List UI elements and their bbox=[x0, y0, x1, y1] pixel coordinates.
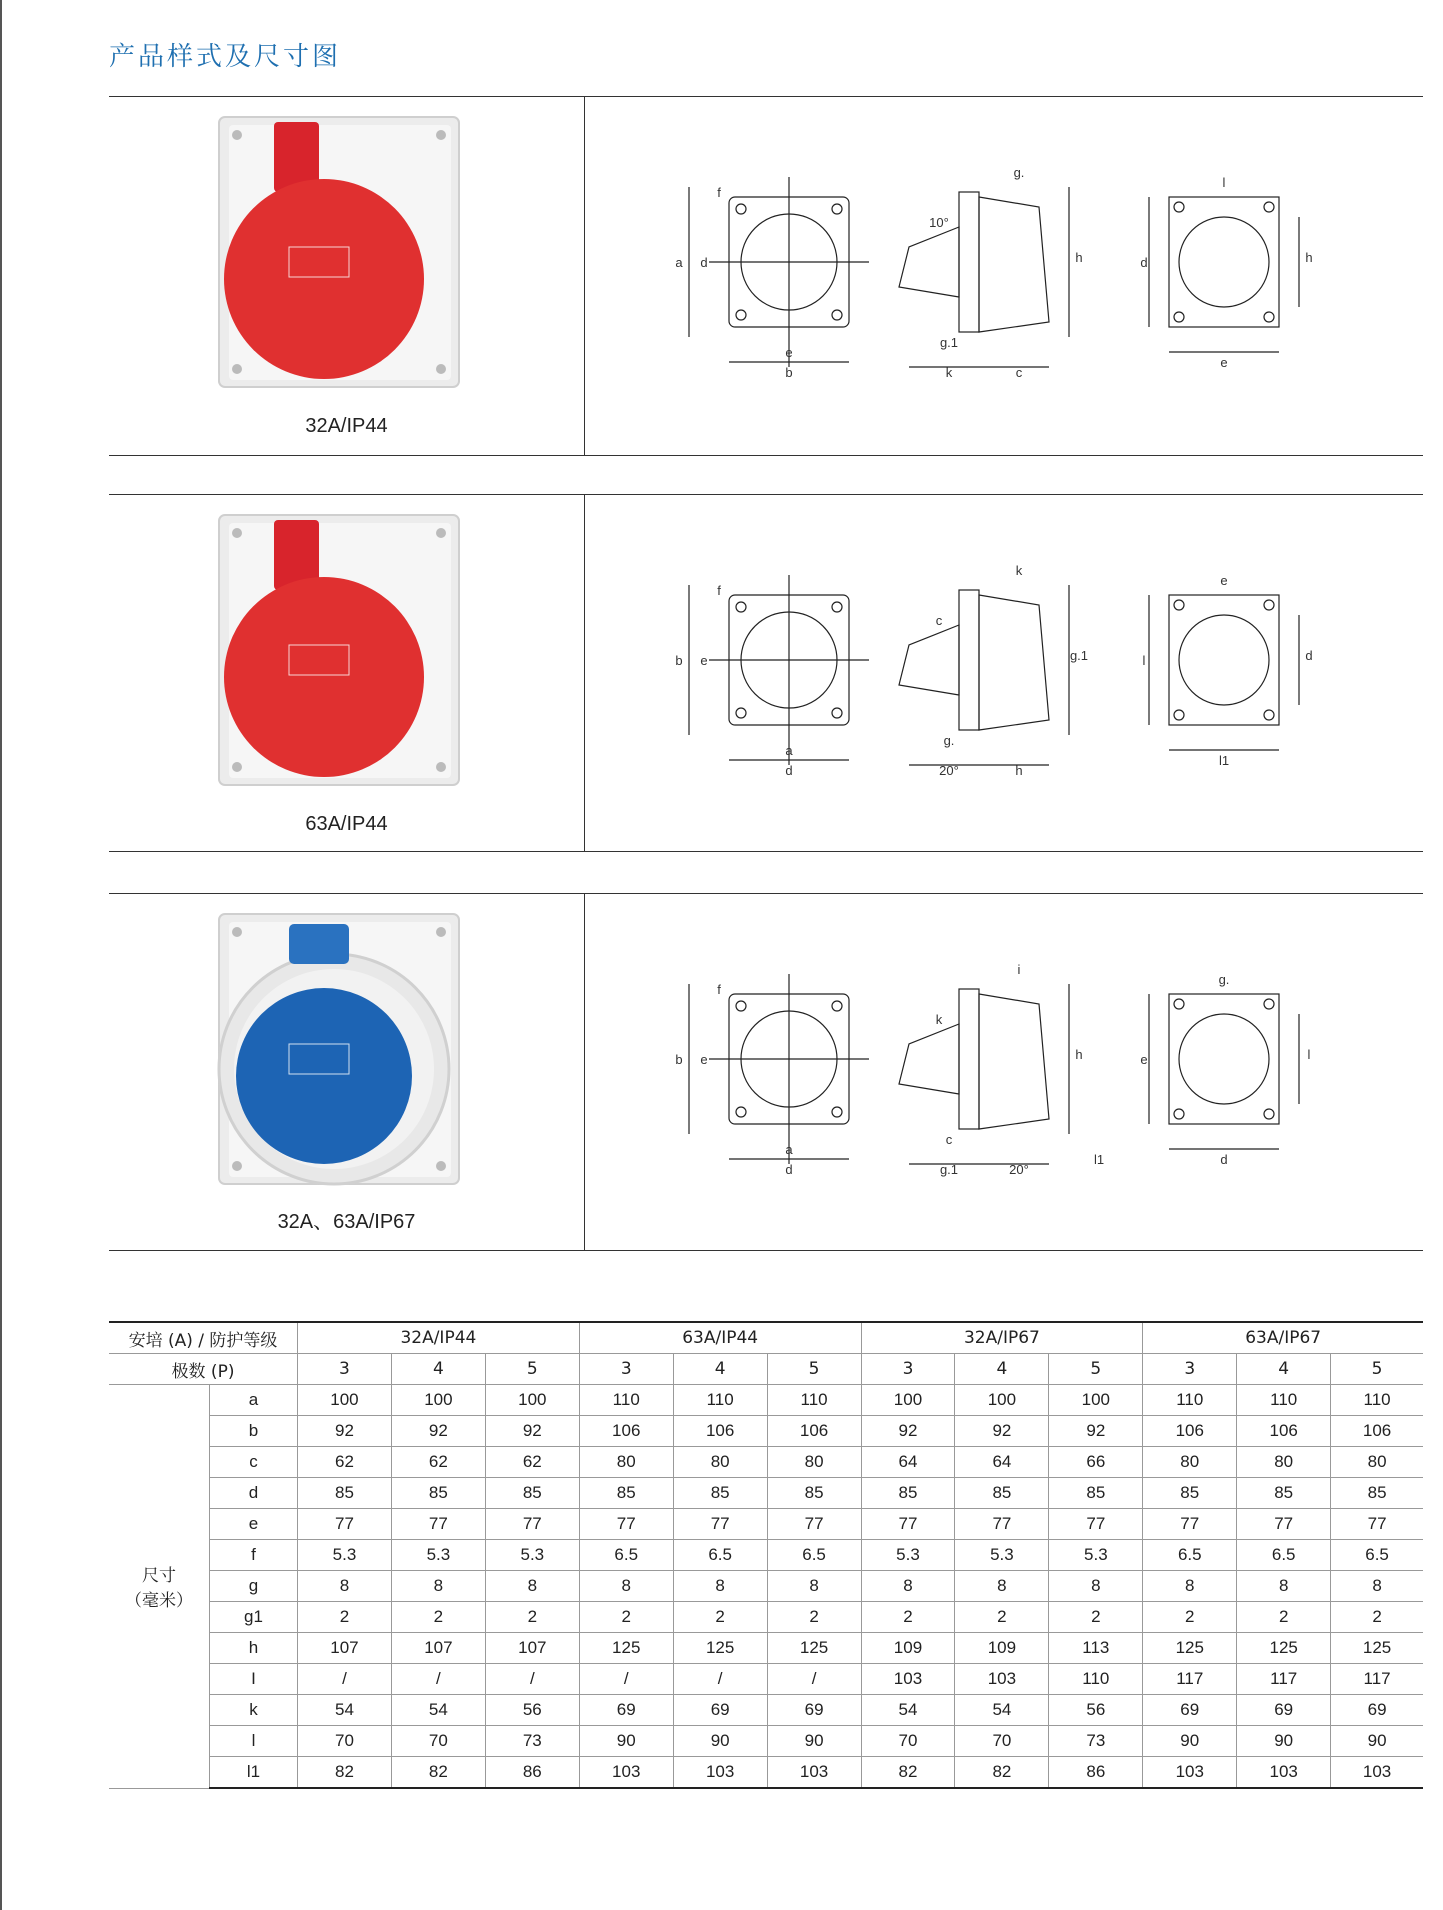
table-cell: / bbox=[767, 1664, 861, 1695]
pole-count: 4 bbox=[955, 1354, 1049, 1385]
dimension-label: h bbox=[1305, 250, 1313, 265]
table-cell: 62 bbox=[391, 1447, 485, 1478]
dimension-label: k bbox=[945, 365, 953, 380]
table-cell: 6.5 bbox=[673, 1540, 767, 1571]
dimension-label: l bbox=[1142, 653, 1146, 668]
dimension-label: a bbox=[675, 255, 683, 270]
page-edge bbox=[0, 0, 2, 1910]
table-cell: 77 bbox=[673, 1509, 767, 1540]
dimension-label: i bbox=[1017, 962, 1021, 977]
table-cell: 100 bbox=[485, 1385, 579, 1416]
dimension-label: l bbox=[1222, 175, 1226, 190]
table-cell: 85 bbox=[861, 1478, 955, 1509]
dimension-label: c bbox=[935, 613, 943, 628]
table-cell: 69 bbox=[579, 1695, 673, 1726]
table-cell: 92 bbox=[955, 1416, 1049, 1447]
table-cell: / bbox=[673, 1664, 767, 1695]
row-key: e bbox=[210, 1509, 298, 1540]
table-cell: 54 bbox=[298, 1695, 392, 1726]
table-cell: 6.5 bbox=[579, 1540, 673, 1571]
table-cell: 6.5 bbox=[1143, 1540, 1237, 1571]
table-cell: 77 bbox=[767, 1509, 861, 1540]
table-cell: 125 bbox=[1237, 1633, 1331, 1664]
dimension-label: k bbox=[935, 1012, 943, 1027]
table-cell: 8 bbox=[1143, 1571, 1237, 1602]
dimension-label: g. bbox=[943, 733, 955, 748]
table-cell: 109 bbox=[955, 1633, 1049, 1664]
table-cell: 106 bbox=[1237, 1416, 1331, 1447]
table-cell: 107 bbox=[391, 1633, 485, 1664]
product-photo bbox=[179, 107, 519, 407]
table-cell: 5.3 bbox=[298, 1540, 392, 1571]
table-cell: 2 bbox=[861, 1602, 955, 1633]
table-cell: 103 bbox=[673, 1757, 767, 1789]
row-key: k bbox=[210, 1695, 298, 1726]
dim-label-1: 尺寸 bbox=[142, 1566, 176, 1586]
table-cell: 125 bbox=[767, 1633, 861, 1664]
table-cell: 62 bbox=[485, 1447, 579, 1478]
table-row bbox=[109, 1602, 1423, 1633]
table-cell: 80 bbox=[1331, 1447, 1423, 1478]
dimension-drawing bbox=[649, 137, 1389, 397]
dimension-label: l1 bbox=[1093, 1152, 1105, 1167]
table-cell: 77 bbox=[955, 1509, 1049, 1540]
table-row bbox=[109, 1726, 1423, 1757]
table-cell: 5.3 bbox=[1049, 1540, 1143, 1571]
row-key: b bbox=[210, 1416, 298, 1447]
dimension-label: b bbox=[785, 365, 793, 380]
table-cell: 113 bbox=[1049, 1633, 1143, 1664]
row-key: l1 bbox=[210, 1757, 298, 1789]
pole-count: 4 bbox=[1237, 1354, 1331, 1385]
row-key: a bbox=[210, 1385, 298, 1416]
table-cell: 90 bbox=[1237, 1726, 1331, 1757]
table-row bbox=[109, 1664, 1423, 1695]
table-cell: 100 bbox=[955, 1385, 1049, 1416]
row-key: g1 bbox=[210, 1602, 298, 1633]
table-cell: 82 bbox=[391, 1757, 485, 1789]
section-divider bbox=[584, 97, 585, 455]
table-cell: 73 bbox=[485, 1726, 579, 1757]
table-cell: 103 bbox=[1331, 1757, 1423, 1789]
table-cell: / bbox=[298, 1664, 392, 1695]
table-row bbox=[109, 1509, 1423, 1540]
table-cell: 82 bbox=[955, 1757, 1049, 1789]
table-cell: 6.5 bbox=[1237, 1540, 1331, 1571]
table-cell: 85 bbox=[579, 1478, 673, 1509]
dimension-label: d bbox=[1220, 1152, 1228, 1167]
dimension-label: 20° bbox=[1009, 1162, 1029, 1177]
product-caption: 32A/IP44 bbox=[305, 415, 388, 437]
dimension-drawing bbox=[649, 934, 1389, 1194]
table-cell: 103 bbox=[767, 1757, 861, 1789]
table-cell: 110 bbox=[1143, 1385, 1237, 1416]
table-cell: 8 bbox=[1049, 1571, 1143, 1602]
table-cell: 2 bbox=[955, 1602, 1049, 1633]
table-cell: 2 bbox=[1143, 1602, 1237, 1633]
product-section-3 bbox=[109, 893, 1423, 1251]
table-header-row bbox=[109, 1322, 1423, 1354]
table-cell: 125 bbox=[673, 1633, 767, 1664]
dimension-label: l1 bbox=[1218, 753, 1230, 768]
table-cell: 90 bbox=[579, 1726, 673, 1757]
table-cell: 77 bbox=[1049, 1509, 1143, 1540]
table-cell: / bbox=[579, 1664, 673, 1695]
table-cell: 110 bbox=[1237, 1385, 1331, 1416]
table-cell: 80 bbox=[1237, 1447, 1331, 1478]
dimension-label: h bbox=[1075, 250, 1083, 265]
table-cell: 8 bbox=[1237, 1571, 1331, 1602]
table-cell: 100 bbox=[391, 1385, 485, 1416]
table-cell: 92 bbox=[1049, 1416, 1143, 1447]
table-cell: 69 bbox=[1143, 1695, 1237, 1726]
table-cell: 109 bbox=[861, 1633, 955, 1664]
dimension-label: f bbox=[717, 583, 721, 598]
pole-count: 3 bbox=[579, 1354, 673, 1385]
table-cell: 77 bbox=[391, 1509, 485, 1540]
table-cell: 82 bbox=[298, 1757, 392, 1789]
table-cell: 85 bbox=[1331, 1478, 1423, 1509]
table-cell: 92 bbox=[861, 1416, 955, 1447]
table-cell: 117 bbox=[1143, 1664, 1237, 1695]
table-cell: 8 bbox=[298, 1571, 392, 1602]
dimension-label: d bbox=[1140, 255, 1148, 270]
table-cell: 8 bbox=[391, 1571, 485, 1602]
dimension-label: c bbox=[945, 1132, 953, 1147]
table-cell: 6.5 bbox=[767, 1540, 861, 1571]
table-cell: 8 bbox=[1331, 1571, 1423, 1602]
table-row bbox=[109, 1571, 1423, 1602]
dimension-label: e bbox=[1140, 1052, 1148, 1067]
table-cell: 103 bbox=[955, 1664, 1049, 1695]
product-photo bbox=[179, 505, 519, 805]
table-cell: 73 bbox=[1049, 1726, 1143, 1757]
table-cell: 90 bbox=[673, 1726, 767, 1757]
dimension-drawing bbox=[649, 535, 1389, 795]
table-cell: 77 bbox=[861, 1509, 955, 1540]
dimension-label: f bbox=[717, 982, 721, 997]
table-cell: 110 bbox=[1049, 1664, 1143, 1695]
table-cell: 5.3 bbox=[861, 1540, 955, 1571]
table-cell: 54 bbox=[391, 1695, 485, 1726]
table-cell: 2 bbox=[767, 1602, 861, 1633]
table-cell: 5.3 bbox=[485, 1540, 579, 1571]
table-cell: 56 bbox=[485, 1695, 579, 1726]
dimension-label: 20° bbox=[939, 763, 959, 778]
table-cell: 100 bbox=[298, 1385, 392, 1416]
table-cell: 6.5 bbox=[1331, 1540, 1423, 1571]
dimension-label: d bbox=[785, 1162, 793, 1177]
pole-count: 5 bbox=[767, 1354, 861, 1385]
table-cell: 110 bbox=[1331, 1385, 1423, 1416]
table-cell: 80 bbox=[579, 1447, 673, 1478]
table-cell: 92 bbox=[485, 1416, 579, 1447]
product-photo bbox=[179, 904, 519, 1204]
pole-count: 3 bbox=[1143, 1354, 1237, 1385]
table-cell: 2 bbox=[485, 1602, 579, 1633]
product-caption: 32A、63A/IP67 bbox=[277, 1211, 416, 1233]
table-cell: 106 bbox=[579, 1416, 673, 1447]
table-cell: 106 bbox=[767, 1416, 861, 1447]
table-cell: 107 bbox=[298, 1633, 392, 1664]
table-cell: 8 bbox=[485, 1571, 579, 1602]
table-cell: 2 bbox=[1049, 1602, 1143, 1633]
pole-count: 3 bbox=[861, 1354, 955, 1385]
table-cell: 90 bbox=[1143, 1726, 1237, 1757]
pole-count: 5 bbox=[1331, 1354, 1423, 1385]
table-row bbox=[109, 1540, 1423, 1571]
table-cell: 80 bbox=[1143, 1447, 1237, 1478]
table-cell: 54 bbox=[955, 1695, 1049, 1726]
table-row bbox=[109, 1416, 1423, 1447]
table-cell: 92 bbox=[298, 1416, 392, 1447]
page-title: 产品样式及尺寸图 bbox=[109, 42, 342, 72]
row-key: c bbox=[210, 1447, 298, 1478]
dimension-label: e bbox=[700, 653, 708, 668]
table-cell: 77 bbox=[1143, 1509, 1237, 1540]
table-cell: 85 bbox=[767, 1478, 861, 1509]
row-key: I bbox=[210, 1664, 298, 1695]
table-cell: 77 bbox=[1331, 1509, 1423, 1540]
dimension-label: g. bbox=[1013, 165, 1025, 180]
table-cell: 70 bbox=[955, 1726, 1049, 1757]
poles-label: 极数 (P) bbox=[109, 1354, 298, 1385]
section-divider bbox=[584, 495, 585, 851]
table-cell: 85 bbox=[391, 1478, 485, 1509]
table-cell: 77 bbox=[579, 1509, 673, 1540]
table-cell: 85 bbox=[1237, 1478, 1331, 1509]
dimension-label: d bbox=[700, 255, 708, 270]
table-cell: 69 bbox=[1331, 1695, 1423, 1726]
row-key: d bbox=[210, 1478, 298, 1509]
table-cell: 85 bbox=[298, 1478, 392, 1509]
dimension-label: a bbox=[785, 1142, 793, 1157]
table-cell: 8 bbox=[767, 1571, 861, 1602]
table-cell: 2 bbox=[1237, 1602, 1331, 1633]
dimension-group-label bbox=[109, 1385, 210, 1789]
table-cell: 2 bbox=[673, 1602, 767, 1633]
group-header: 63A/IP44 bbox=[579, 1322, 861, 1354]
table-cell: 77 bbox=[485, 1509, 579, 1540]
table-cell: 8 bbox=[955, 1571, 1049, 1602]
dimension-label: b bbox=[675, 653, 683, 668]
table-cell: 62 bbox=[298, 1447, 392, 1478]
table-cell: 106 bbox=[1331, 1416, 1423, 1447]
dim-label-2: （毫米） bbox=[125, 1591, 193, 1611]
row-key: h bbox=[210, 1633, 298, 1664]
table-row bbox=[109, 1695, 1423, 1726]
dimension-label: g. bbox=[1218, 972, 1230, 987]
table-cell: 85 bbox=[1049, 1478, 1143, 1509]
table-row bbox=[109, 1385, 1423, 1416]
dimension-label: 10° bbox=[929, 215, 949, 230]
dimension-label: e bbox=[700, 1052, 708, 1067]
table-cell: 70 bbox=[861, 1726, 955, 1757]
table-cell: 2 bbox=[1331, 1602, 1423, 1633]
pole-count: 4 bbox=[391, 1354, 485, 1385]
dimension-label: h bbox=[1075, 1047, 1083, 1062]
group-header: 32A/IP44 bbox=[298, 1322, 580, 1354]
table-cell: 80 bbox=[767, 1447, 861, 1478]
dimension-label: d bbox=[1305, 648, 1313, 663]
table-cell: 85 bbox=[955, 1478, 1049, 1509]
table-cell: 64 bbox=[955, 1447, 1049, 1478]
table-cell: 77 bbox=[1237, 1509, 1331, 1540]
table-cell: 117 bbox=[1237, 1664, 1331, 1695]
table-cell: 77 bbox=[298, 1509, 392, 1540]
table-cell: 103 bbox=[1237, 1757, 1331, 1789]
table-cell: 106 bbox=[673, 1416, 767, 1447]
dimension-label: g.1 bbox=[939, 1162, 959, 1177]
section-divider bbox=[584, 894, 585, 1250]
table-cell: 100 bbox=[1049, 1385, 1143, 1416]
table-cell: 125 bbox=[1331, 1633, 1423, 1664]
table-cell: 86 bbox=[1049, 1757, 1143, 1789]
dimension-label: c bbox=[1015, 365, 1023, 380]
table-cell: 103 bbox=[579, 1757, 673, 1789]
table-cell: 125 bbox=[579, 1633, 673, 1664]
pole-count: 5 bbox=[485, 1354, 579, 1385]
dimension-label: e bbox=[1220, 355, 1228, 370]
table-cell: 110 bbox=[767, 1385, 861, 1416]
table-cell: 70 bbox=[391, 1726, 485, 1757]
pole-count: 3 bbox=[298, 1354, 392, 1385]
dimension-label: g.1 bbox=[1069, 648, 1089, 663]
table-cell: 106 bbox=[1143, 1416, 1237, 1447]
table-cell: 56 bbox=[1049, 1695, 1143, 1726]
dimension-label: a bbox=[785, 743, 793, 758]
dimension-label: e bbox=[1220, 573, 1228, 588]
table-cell: 107 bbox=[485, 1633, 579, 1664]
table-cell: 85 bbox=[485, 1478, 579, 1509]
table-cell: 2 bbox=[579, 1602, 673, 1633]
table-cell: 82 bbox=[861, 1757, 955, 1789]
table-cell: 92 bbox=[391, 1416, 485, 1447]
product-section-1 bbox=[109, 96, 1423, 456]
table-cell: 85 bbox=[1143, 1478, 1237, 1509]
table-cell: 110 bbox=[579, 1385, 673, 1416]
table-cell: 64 bbox=[861, 1447, 955, 1478]
table-row bbox=[109, 1478, 1423, 1509]
table-cell: / bbox=[485, 1664, 579, 1695]
table-cell: 103 bbox=[1143, 1757, 1237, 1789]
table-cell: 5.3 bbox=[955, 1540, 1049, 1571]
table-cell: 8 bbox=[861, 1571, 955, 1602]
table-poles-row bbox=[109, 1354, 1423, 1385]
table-cell: 117 bbox=[1331, 1664, 1423, 1695]
dimension-label: d bbox=[785, 763, 793, 778]
dimension-label: h bbox=[1015, 763, 1023, 778]
table-cell: 69 bbox=[1237, 1695, 1331, 1726]
table-cell: 125 bbox=[1143, 1633, 1237, 1664]
table-cell: 2 bbox=[298, 1602, 392, 1633]
table-cell: 80 bbox=[673, 1447, 767, 1478]
table-row bbox=[109, 1757, 1423, 1789]
table-cell: 86 bbox=[485, 1757, 579, 1789]
dimension-label: l bbox=[1307, 1047, 1311, 1062]
header-label: 安培 (A) / 防护等级 bbox=[109, 1322, 298, 1354]
table-cell: 69 bbox=[767, 1695, 861, 1726]
group-header: 63A/IP67 bbox=[1143, 1322, 1423, 1354]
table-cell: 70 bbox=[298, 1726, 392, 1757]
row-key: f bbox=[210, 1540, 298, 1571]
table-cell: 90 bbox=[1331, 1726, 1423, 1757]
table-cell: 8 bbox=[579, 1571, 673, 1602]
table-cell: 5.3 bbox=[391, 1540, 485, 1571]
row-key: g bbox=[210, 1571, 298, 1602]
dimension-label: f bbox=[717, 185, 721, 200]
table-row bbox=[109, 1447, 1423, 1478]
table-cell: 8 bbox=[673, 1571, 767, 1602]
table-cell: 85 bbox=[673, 1478, 767, 1509]
pole-count: 4 bbox=[673, 1354, 767, 1385]
dimension-table bbox=[109, 1321, 1423, 1789]
group-header: 32A/IP67 bbox=[861, 1322, 1143, 1354]
table-cell: / bbox=[391, 1664, 485, 1695]
product-section-2 bbox=[109, 494, 1423, 852]
table-cell: 100 bbox=[861, 1385, 955, 1416]
table-cell: 2 bbox=[391, 1602, 485, 1633]
product-caption: 63A/IP44 bbox=[305, 813, 388, 835]
table-cell: 69 bbox=[673, 1695, 767, 1726]
dimension-label: g.1 bbox=[939, 335, 959, 350]
dimension-label: k bbox=[1015, 563, 1023, 578]
table-cell: 103 bbox=[861, 1664, 955, 1695]
table-row bbox=[109, 1633, 1423, 1664]
pole-count: 5 bbox=[1049, 1354, 1143, 1385]
dimension-label: e bbox=[785, 345, 793, 360]
table-cell: 110 bbox=[673, 1385, 767, 1416]
row-key: l bbox=[210, 1726, 298, 1757]
table-cell: 90 bbox=[767, 1726, 861, 1757]
table-cell: 54 bbox=[861, 1695, 955, 1726]
dimension-label: b bbox=[675, 1052, 683, 1067]
table-cell: 66 bbox=[1049, 1447, 1143, 1478]
